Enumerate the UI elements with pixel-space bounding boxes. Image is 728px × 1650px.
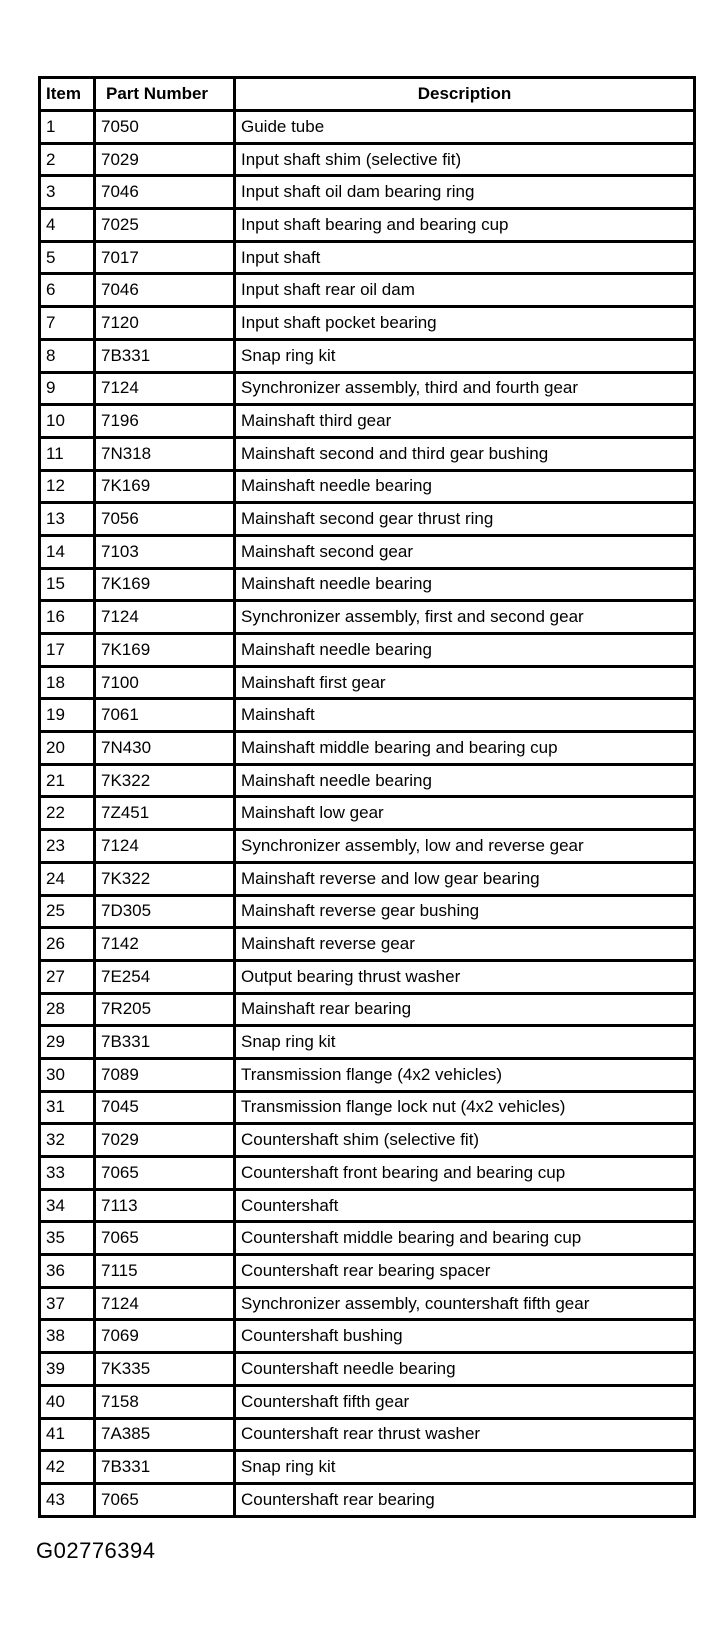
part-number-cell: 7N318 <box>95 437 235 470</box>
table-row <box>40 437 695 470</box>
description-cell: Transmission flange lock nut (4x2 vehicles) <box>235 1091 695 1124</box>
description-column-header: Description <box>235 78 695 111</box>
item-cell: 34 <box>40 1189 95 1222</box>
table-row <box>40 1189 695 1222</box>
item-cell: 19 <box>40 699 95 732</box>
description-cell: Countershaft middle bearing and bearing cup <box>235 1222 695 1255</box>
description-cell: Mainshaft second gear thrust ring <box>235 503 695 536</box>
description-cell: Mainshaft second and third gear bushing <box>235 437 695 470</box>
description-cell: Snap ring kit <box>235 1026 695 1059</box>
table-row <box>40 143 695 176</box>
description-cell: Countershaft front bearing and bearing cup <box>235 1157 695 1190</box>
item-cell: 9 <box>40 372 95 405</box>
item-cell: 40 <box>40 1385 95 1418</box>
part-number-cell: 7K322 <box>95 764 235 797</box>
table-row <box>40 339 695 372</box>
part-number-cell: 7065 <box>95 1222 235 1255</box>
description-cell: Input shaft rear oil dam <box>235 274 695 307</box>
part-number-column-header: Part Number <box>95 78 235 111</box>
table-body <box>40 111 695 1517</box>
description-cell: Input shaft <box>235 241 695 274</box>
item-cell: 31 <box>40 1091 95 1124</box>
description-cell: Mainshaft needle bearing <box>235 470 695 503</box>
part-number-cell: 7K169 <box>95 634 235 667</box>
part-number-cell: 7100 <box>95 666 235 699</box>
table-row <box>40 1353 695 1386</box>
parts-table <box>38 76 696 1518</box>
description-cell: Snap ring kit <box>235 1451 695 1484</box>
description-cell: Mainshaft needle bearing <box>235 764 695 797</box>
description-cell: Countershaft rear bearing <box>235 1483 695 1516</box>
table-row <box>40 176 695 209</box>
description-cell: Synchronizer assembly, third and fourth gear <box>235 372 695 405</box>
part-number-cell: 7R205 <box>95 993 235 1026</box>
table-row <box>40 274 695 307</box>
header-row <box>40 78 695 111</box>
table-row <box>40 1222 695 1255</box>
part-number-cell: 7B331 <box>95 1451 235 1484</box>
table-row <box>40 503 695 536</box>
item-cell: 33 <box>40 1157 95 1190</box>
part-number-cell: 7045 <box>95 1091 235 1124</box>
part-number-cell: 7E254 <box>95 960 235 993</box>
item-cell: 13 <box>40 503 95 536</box>
part-number-cell: 7065 <box>95 1157 235 1190</box>
table-row <box>40 241 695 274</box>
part-number-cell: 7050 <box>95 111 235 144</box>
item-cell: 20 <box>40 732 95 765</box>
item-cell: 14 <box>40 535 95 568</box>
part-number-cell: 7B331 <box>95 339 235 372</box>
table-row <box>40 470 695 503</box>
part-number-cell: 7103 <box>95 535 235 568</box>
part-number-cell: 7069 <box>95 1320 235 1353</box>
item-column-header: Item <box>40 78 95 111</box>
part-number-cell: 7115 <box>95 1255 235 1288</box>
table-row <box>40 1058 695 1091</box>
part-number-cell: 7142 <box>95 928 235 961</box>
description-cell: Mainshaft needle bearing <box>235 568 695 601</box>
part-number-cell: 7A385 <box>95 1418 235 1451</box>
item-cell: 11 <box>40 437 95 470</box>
description-cell: Mainshaft reverse gear <box>235 928 695 961</box>
part-number-cell: 7124 <box>95 601 235 634</box>
part-number-cell: 7Z451 <box>95 797 235 830</box>
item-cell: 41 <box>40 1418 95 1451</box>
item-cell: 12 <box>40 470 95 503</box>
part-number-cell: 7025 <box>95 209 235 242</box>
description-cell: Countershaft needle bearing <box>235 1353 695 1386</box>
item-cell: 30 <box>40 1058 95 1091</box>
item-cell: 26 <box>40 928 95 961</box>
description-cell: Snap ring kit <box>235 339 695 372</box>
description-cell: Output bearing thrust washer <box>235 960 695 993</box>
item-cell: 15 <box>40 568 95 601</box>
table-row <box>40 928 695 961</box>
part-number-cell: 7061 <box>95 699 235 732</box>
part-number-cell: 7124 <box>95 372 235 405</box>
table-row <box>40 764 695 797</box>
item-cell: 3 <box>40 176 95 209</box>
part-number-cell: 7D305 <box>95 895 235 928</box>
table-row <box>40 1026 695 1059</box>
description-cell: Mainshaft first gear <box>235 666 695 699</box>
table-row <box>40 699 695 732</box>
part-number-cell: 7029 <box>95 143 235 176</box>
table-header <box>40 78 695 111</box>
item-cell: 32 <box>40 1124 95 1157</box>
part-number-cell: 7089 <box>95 1058 235 1091</box>
description-cell: Countershaft rear thrust washer <box>235 1418 695 1451</box>
table-row <box>40 1385 695 1418</box>
description-cell: Countershaft rear bearing spacer <box>235 1255 695 1288</box>
description-cell: Mainshaft second gear <box>235 535 695 568</box>
part-number-cell: 7065 <box>95 1483 235 1516</box>
table-row <box>40 1287 695 1320</box>
item-cell: 38 <box>40 1320 95 1353</box>
description-cell: Synchronizer assembly, low and reverse gear <box>235 830 695 863</box>
item-cell: 36 <box>40 1255 95 1288</box>
item-cell: 23 <box>40 830 95 863</box>
part-number-cell: 7120 <box>95 307 235 340</box>
table-row <box>40 1451 695 1484</box>
description-cell: Mainshaft reverse gear bushing <box>235 895 695 928</box>
description-cell: Mainshaft rear bearing <box>235 993 695 1026</box>
table-row <box>40 666 695 699</box>
description-cell: Input shaft shim (selective fit) <box>235 143 695 176</box>
table-row <box>40 1255 695 1288</box>
item-cell: 24 <box>40 862 95 895</box>
item-cell: 6 <box>40 274 95 307</box>
table-row <box>40 1483 695 1516</box>
part-number-cell: 7K335 <box>95 1353 235 1386</box>
item-cell: 25 <box>40 895 95 928</box>
description-cell: Mainshaft low gear <box>235 797 695 830</box>
description-cell: Input shaft oil dam bearing ring <box>235 176 695 209</box>
part-number-cell: 7124 <box>95 1287 235 1320</box>
item-cell: 4 <box>40 209 95 242</box>
part-number-cell: 7124 <box>95 830 235 863</box>
item-cell: 10 <box>40 405 95 438</box>
part-number-cell: 7056 <box>95 503 235 536</box>
description-cell: Synchronizer assembly, countershaft fifth gear <box>235 1287 695 1320</box>
description-cell: Countershaft fifth gear <box>235 1385 695 1418</box>
description-cell: Countershaft shim (selective fit) <box>235 1124 695 1157</box>
table-row <box>40 1320 695 1353</box>
table-row <box>40 1091 695 1124</box>
description-cell: Input shaft bearing and bearing cup <box>235 209 695 242</box>
item-cell: 37 <box>40 1287 95 1320</box>
table-row <box>40 830 695 863</box>
table-row <box>40 111 695 144</box>
table-row <box>40 568 695 601</box>
table-row <box>40 372 695 405</box>
description-cell: Mainshaft needle bearing <box>235 634 695 667</box>
table-row <box>40 862 695 895</box>
table-row <box>40 993 695 1026</box>
table-row <box>40 1124 695 1157</box>
item-cell: 27 <box>40 960 95 993</box>
part-number-cell: 7158 <box>95 1385 235 1418</box>
part-number-cell: 7K169 <box>95 568 235 601</box>
item-cell: 17 <box>40 634 95 667</box>
part-number-cell: 7B331 <box>95 1026 235 1059</box>
table-row <box>40 1157 695 1190</box>
table-row <box>40 307 695 340</box>
table-row <box>40 960 695 993</box>
description-cell: Mainshaft reverse and low gear bearing <box>235 862 695 895</box>
description-cell: Mainshaft <box>235 699 695 732</box>
item-cell: 2 <box>40 143 95 176</box>
part-number-cell: 7046 <box>95 176 235 209</box>
item-cell: 42 <box>40 1451 95 1484</box>
part-number-cell: 7046 <box>95 274 235 307</box>
item-cell: 7 <box>40 307 95 340</box>
table-row <box>40 895 695 928</box>
part-number-cell: 7113 <box>95 1189 235 1222</box>
item-cell: 5 <box>40 241 95 274</box>
part-number-cell: 7K169 <box>95 470 235 503</box>
item-cell: 1 <box>40 111 95 144</box>
item-cell: 29 <box>40 1026 95 1059</box>
item-cell: 21 <box>40 764 95 797</box>
item-cell: 22 <box>40 797 95 830</box>
description-cell: Countershaft bushing <box>235 1320 695 1353</box>
table-row <box>40 535 695 568</box>
item-cell: 16 <box>40 601 95 634</box>
table-row <box>40 732 695 765</box>
table-row <box>40 209 695 242</box>
item-cell: 18 <box>40 666 95 699</box>
table-row <box>40 797 695 830</box>
table-row <box>40 601 695 634</box>
item-cell: 35 <box>40 1222 95 1255</box>
part-number-cell: 7017 <box>95 241 235 274</box>
description-cell: Countershaft <box>235 1189 695 1222</box>
description-cell: Guide tube <box>235 111 695 144</box>
table-row <box>40 1418 695 1451</box>
item-cell: 39 <box>40 1353 95 1386</box>
description-cell: Transmission flange (4x2 vehicles) <box>235 1058 695 1091</box>
description-cell: Mainshaft third gear <box>235 405 695 438</box>
item-cell: 28 <box>40 993 95 1026</box>
item-cell: 8 <box>40 339 95 372</box>
part-number-cell: 7196 <box>95 405 235 438</box>
table-row <box>40 405 695 438</box>
part-number-cell: 7N430 <box>95 732 235 765</box>
part-number-cell: 7029 <box>95 1124 235 1157</box>
table-row <box>40 634 695 667</box>
description-cell: Mainshaft middle bearing and bearing cup <box>235 732 695 765</box>
item-cell: 43 <box>40 1483 95 1516</box>
description-cell: Synchronizer assembly, first and second gear <box>235 601 695 634</box>
part-number-cell: 7K322 <box>95 862 235 895</box>
figure-id-label: G02776394 <box>36 1538 156 1563</box>
description-cell: Input shaft pocket bearing <box>235 307 695 340</box>
